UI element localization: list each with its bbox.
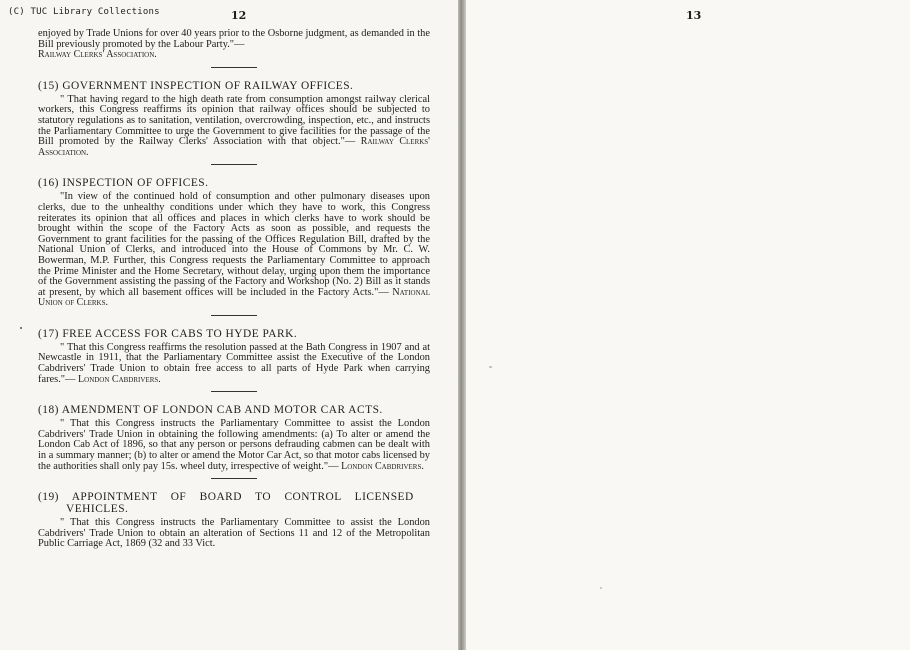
- intro-paragraph: [38, 29, 430, 61]
- resolution-18: [38, 404, 430, 479]
- resolution-text: [38, 95, 430, 159]
- resolution-text: [38, 518, 430, 550]
- resolution-heading: [38, 491, 430, 515]
- resolution-15: [38, 80, 430, 166]
- resolution-heading-continuation: VEHICLES.: [66, 503, 129, 516]
- resolution-heading: (18) AMENDMENT OF LONDON CAB AND MOTOR CAR ACTS.: [38, 404, 383, 417]
- section-rule: [211, 478, 257, 479]
- resolution-body: " That having regard to the high death rate from consumption amongst railway clerical workers, this Congress reaffirms its opinion that railway offices should be subjected to statutory regulations as to sanitation, ventilation, overcrowding, inspection, etc., and instructs the Parliamentary Committee to urge the Government to give facilities for the passage of the Bill promoted by the Railway Clerks' Association with that object."—: [38, 93, 430, 148]
- resolution-body: " That this Congress instructs the Parliamentary Committee to assist the London Cabdrivers' Trade Union in obtaining the following amendments: (a) To alter or amend the London Cab Act of 1896, so that any person or persons defrauding cabmen can be dealt with in a summary manner; (b) to alter or amend the Motor Car Act, so that motor cabs licensed by the authorities shall only pay 15s. wheel duty, irrespective of weight."—: [38, 418, 430, 472]
- resolution-text: [38, 419, 430, 472]
- resolution-heading: (16) INSPECTION OF OFFICES.: [38, 177, 209, 190]
- resolution-signature: Railway Clerks' Association.: [38, 136, 430, 158]
- resolution-signature: National Union of Clerks.: [38, 286, 430, 309]
- section-rule: [211, 315, 257, 316]
- page-number-right: 13: [686, 9, 702, 22]
- book-gutter: [458, 0, 466, 650]
- resolution-heading: (15) GOVERNMENT INSPECTION OF RAILWAY OFFICES.: [38, 79, 354, 92]
- section-rule: [211, 67, 257, 68]
- resolution-body: " That this Congress reaffirms the resolution passed at the Bath Congress in 1907 and at Newcastle in 1911, that the Parliamentary Committee assist the Executive of the London Cabdrivers' Trade Union to obtain free access to all parts of Hyde Park when carrying fares."—: [38, 341, 430, 385]
- section-rule: [211, 164, 257, 165]
- resolution-text: [38, 192, 430, 309]
- resolution-signature: London Cabdrivers.: [78, 373, 161, 385]
- resolution-body: " That this Congress instructs the Parliamentary Committee to assist the London Cabdrivers' Trade Union to obtain an alteration of Sections 11 and 12 of the Metropolitan Public Carriage Act, 1869 (32 and 33 Vict.: [38, 517, 430, 550]
- intro-signature: Railway Clerks' Association.: [38, 49, 157, 61]
- watermark: (C) TUC Library Collections: [8, 7, 160, 17]
- intro-text: enjoyed by Trade Unions for over 40 years prior to the Osborne judgment, as demanded in the Bill previously promoted by the Labour Party."—: [38, 28, 430, 50]
- resolution-19: [38, 491, 430, 550]
- page-number-left: 12: [231, 9, 247, 22]
- resolution-text: [38, 343, 430, 385]
- resolution-heading-line: (19) APPOINTMENT OF BOARD TO CONTROL LICENSED: [38, 491, 414, 504]
- resolution-17: [38, 328, 430, 392]
- scan-speck: [20, 327, 22, 329]
- resolution-body: "In view of the continued hold of consumption and other pulmonary diseases upon clerks, due to the unhealthy conditions under which they have to work, this Congress reiterates its opinion that all offices and places in which clerks have to work should be brought within the scope of the Factory Acts as soon as possible, and requests the Government to grant facilities for the passing of the Offices Regulation Bill, drafted by the National Union of Clerks, and introduced into the House of Commons by Mr. C. W. Bowerman, M.P. Further, this Congress requests the Parliamentary Committee to approach the Prime Minister and the Home Secretary, without delay, urging upon them the importance of the Government assisting the passing of the Factory and Workshop (No. 2) Bill as it stands at present, by which all basement offices will be included in the Factory Acts."—: [38, 191, 430, 298]
- right-page: [464, 0, 910, 650]
- resolution-signature: London Cabdrivers.: [341, 460, 424, 472]
- section-rule: [211, 391, 257, 392]
- resolution-heading: (17) FREE ACCESS FOR CABS TO HYDE PARK.: [38, 327, 298, 340]
- scan-speck: [489, 366, 492, 368]
- resolution-16: [38, 177, 430, 316]
- scan-speck: [600, 587, 602, 589]
- left-page-content: [38, 29, 430, 550]
